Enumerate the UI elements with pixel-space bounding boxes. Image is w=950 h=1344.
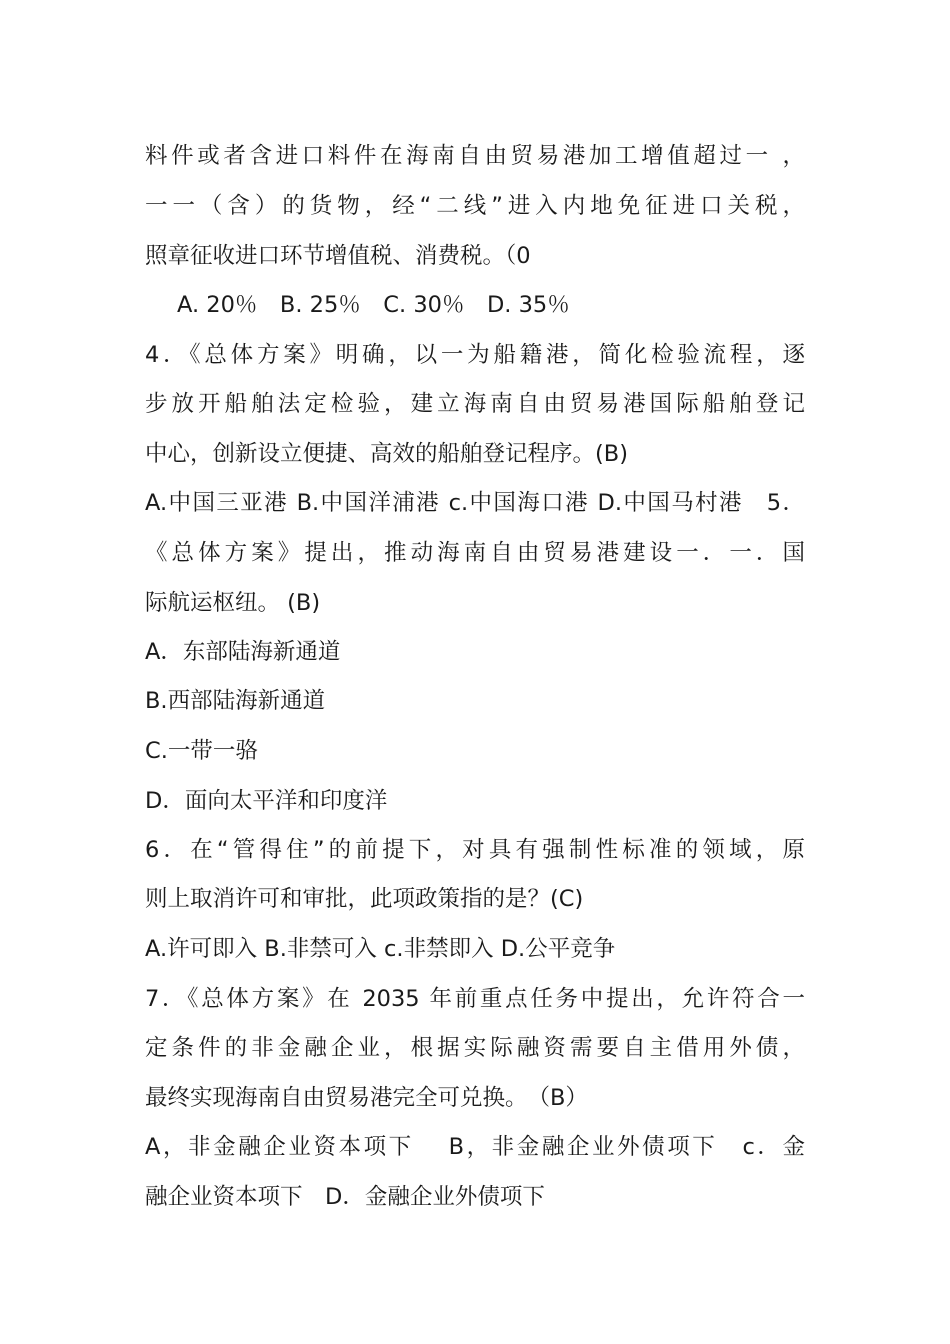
answer-options-q4: A.中国三亚港 B.中国洋浦港 c.中国海口港 D.中国马村港 5．	[145, 490, 805, 516]
answer-options-q7: A，非金融企业资本项下 B，非金融企业外债项下 c．金	[145, 1134, 805, 1160]
text-line-1: 料件或者含进口料件在海南自由贸易港加工增值超过一 ，	[145, 143, 805, 169]
question-7: 7．《总体方案》在 2035 年前重点任务中提出，允许符合一	[145, 986, 805, 1012]
text-line-22: 融企业资本项下 D．金融企业外债项下	[145, 1184, 545, 1210]
question-5: 《总体方案》提出，推动海南自由贸易港建设一．一．国	[145, 540, 805, 566]
option-b-q5: B.西部陆海新通道	[145, 688, 326, 714]
text-line-16: 则上取消许可和审批，此项政策指的是？(C)	[145, 886, 584, 912]
text-line-2: 一一（含）的货物，经“二线”进入内地免征进口关税，	[145, 193, 805, 219]
text-line-20: 最终实现海南自由贸易港完全可兑换。 （B）	[145, 1085, 588, 1111]
option-c-q5: C.一带一骆	[145, 738, 258, 764]
text-line-6: 步放开船舶法定检验，建立海南自由贸易港国际船舶登记	[145, 391, 805, 417]
option-d-q5: D．面向太平洋和印度洋	[145, 788, 388, 814]
text-line-3: 照章征收进口环节增值税、消费税。（0	[145, 243, 531, 269]
text-line-10: 际航运枢纽。 (B)	[145, 590, 321, 616]
answer-options-q3: A. 20％ B. 25％ C. 30％ D. 35％	[177, 292, 570, 318]
question-4: 4．《总体方案》明确，以一为船籍港，简化检验流程，逐	[145, 342, 805, 368]
text-line-19: 定条件的非金融企业，根据实际融资需要自主借用外债，	[145, 1035, 805, 1061]
text-line-7: 中心，创新设立便捷、高效的船舶登记程序。(B)	[145, 441, 628, 467]
answer-options-q6: A.许可即入 B.非禁可入 c.非禁即入 D.公平竞争	[145, 936, 616, 962]
question-6: 6．在“管得住”的前提下，对具有强制性标准的领域，原	[145, 837, 805, 863]
option-a-q5: A．东部陆海新通道	[145, 639, 341, 665]
